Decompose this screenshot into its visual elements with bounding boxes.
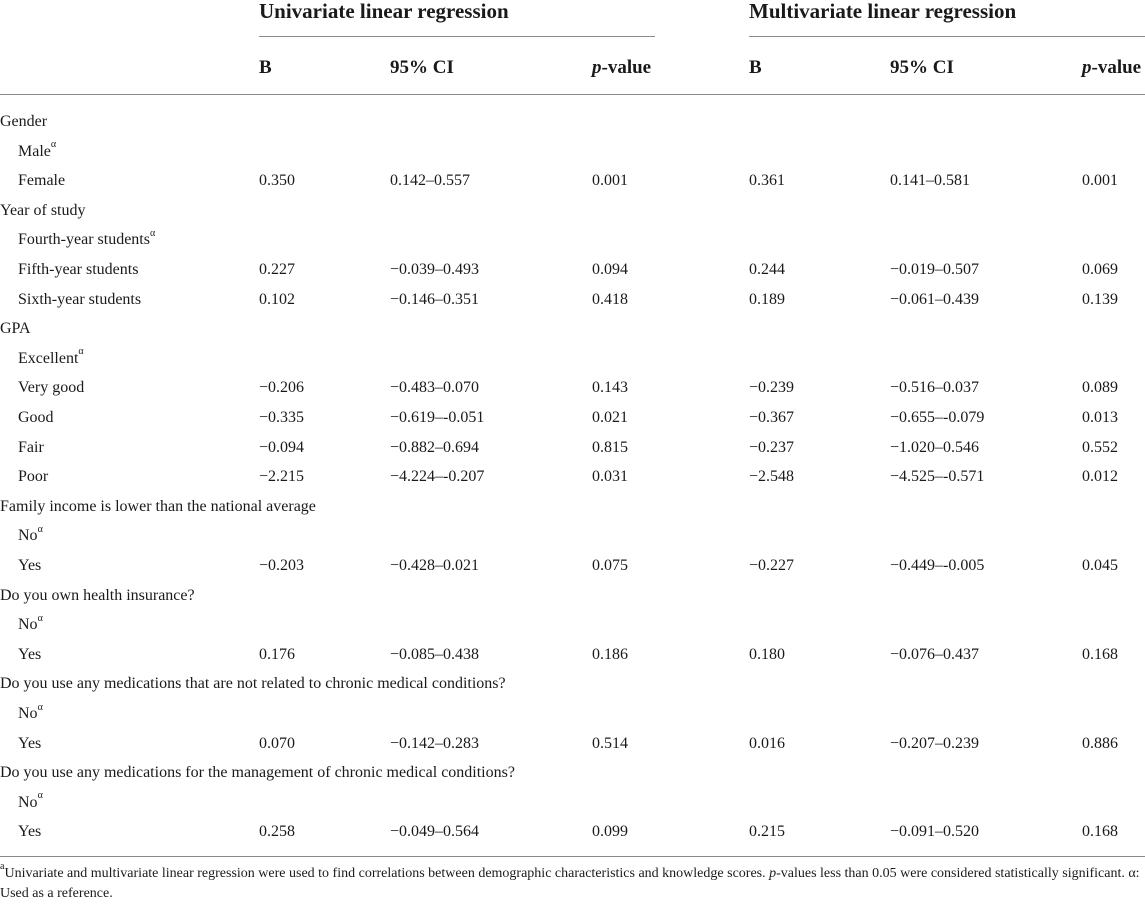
row-label-text: Fair — [18, 438, 44, 456]
col-header-p-multivariate — [1082, 57, 1141, 79]
row-label-text: Family income is lower than the national average — [0, 497, 316, 515]
col-header-ci-univariate: 95% CI — [390, 57, 454, 78]
row-category-label — [0, 112, 47, 132]
reference-marker: α — [37, 790, 43, 802]
table-row — [0, 734, 1145, 764]
cell-p-univariate: 0.094 — [592, 261, 628, 278]
row-label-text: Yes — [18, 557, 42, 574]
col-header-p-rest: -value — [1091, 57, 1142, 78]
cell-p-univariate: 0.418 — [592, 290, 628, 308]
table-row — [0, 319, 1145, 349]
reference-marker: α — [78, 346, 84, 358]
cell-ci-univariate: −0.483–0.070 — [390, 379, 480, 397]
footer-rule — [0, 856, 1145, 857]
cell-b-univariate: −0.335 — [259, 409, 305, 426]
cell-ci-univariate: −0.619–-0.051 — [390, 409, 485, 426]
cell-b-multivariate: −2.548 — [749, 468, 795, 486]
cell-b-univariate: 0.350 — [259, 172, 295, 190]
cell-b-multivariate: −0.367 — [749, 409, 795, 426]
row-sublabel — [18, 467, 48, 487]
row-label-text: Gender — [0, 113, 48, 130]
footnote-text-part1: Univariate and multivariate linear regression were used to find correlations between demographic characteristics and knowledge scores. — [4, 866, 770, 881]
cell-p-multivariate: 0.886 — [1082, 734, 1118, 752]
row-category-label — [0, 586, 195, 606]
cell-p-multivariate: 0.012 — [1082, 468, 1118, 486]
row-label-text: Very good — [18, 379, 85, 397]
table-row — [0, 526, 1145, 556]
cell-p-univariate: 0.031 — [592, 468, 628, 486]
col-header-ci-multivariate: 95% CI — [890, 57, 954, 78]
table-row — [0, 556, 1145, 586]
cell-p-univariate: 0.021 — [592, 409, 628, 426]
row-sublabel — [18, 139, 57, 162]
col-header-p-rest: -value — [601, 57, 652, 78]
cell-ci-multivariate: −4.525–-0.571 — [890, 468, 985, 486]
cell-b-multivariate: 0.180 — [749, 645, 785, 663]
row-label-text: Female — [18, 172, 66, 190]
table-row — [0, 230, 1145, 260]
cell-ci-multivariate: −0.516–0.037 — [890, 379, 980, 397]
cell-p-multivariate: 0.139 — [1082, 290, 1118, 308]
cell-b-univariate: 0.176 — [259, 645, 295, 663]
row-label-text: Do you own health insurance? — [0, 586, 195, 604]
cell-ci-univariate: −0.049–0.564 — [390, 823, 480, 841]
table-row — [0, 497, 1145, 527]
cell-p-univariate: 0.514 — [592, 734, 628, 752]
cell-ci-multivariate: −0.091–0.520 — [890, 823, 980, 841]
table-row — [0, 112, 1145, 142]
table-row — [0, 674, 1145, 704]
table-footnote — [0, 861, 1145, 904]
table-row — [0, 586, 1145, 616]
cell-ci-univariate: −0.146–0.351 — [390, 290, 480, 308]
cell-p-multivariate: 0.013 — [1082, 409, 1118, 426]
cell-ci-multivariate: −1.020–0.546 — [890, 438, 980, 456]
cell-ci-multivariate: −0.655–-0.079 — [890, 409, 985, 426]
cell-p-multivariate: 0.045 — [1082, 557, 1118, 574]
cell-b-multivariate: −0.239 — [749, 379, 795, 397]
row-label-text: Yes — [18, 645, 42, 663]
cell-p-multivariate: 0.168 — [1082, 645, 1118, 663]
cell-b-univariate: −0.206 — [259, 379, 305, 397]
cell-p-multivariate: 0.552 — [1082, 438, 1118, 456]
cell-ci-univariate: −0.142–0.283 — [390, 734, 480, 752]
row-sublabel — [18, 260, 138, 280]
cell-ci-multivariate: −0.076–0.437 — [890, 645, 980, 663]
row-sublabel — [18, 790, 43, 813]
row-sublabel — [18, 556, 41, 576]
table-row — [0, 408, 1145, 438]
cell-ci-univariate: −0.039–0.493 — [390, 261, 480, 278]
cell-p-univariate: 0.001 — [592, 172, 628, 190]
row-sublabel — [18, 526, 43, 546]
row-sublabel — [18, 171, 65, 191]
row-category-label — [0, 763, 515, 783]
cell-b-multivariate: 0.361 — [749, 172, 785, 190]
reference-marker: α — [37, 612, 43, 624]
cell-p-multivariate: 0.001 — [1082, 172, 1118, 190]
cell-p-univariate: 0.815 — [592, 438, 628, 456]
cell-ci-univariate: −0.085–0.438 — [390, 645, 480, 663]
cell-b-multivariate: 0.189 — [749, 290, 785, 308]
cell-b-univariate: −2.215 — [259, 468, 305, 486]
table-row — [0, 139, 1145, 172]
cell-b-multivariate: 0.016 — [749, 734, 785, 752]
cell-p-univariate: 0.099 — [592, 823, 628, 841]
footnote-text-part2: -values less than 0.05 were considered statistically significant. α: Used as a reference. — [0, 866, 1140, 901]
group-header-univariate: Univariate linear regression — [259, 0, 509, 23]
table-row — [0, 171, 1145, 201]
row-label-text: GPA — [0, 320, 31, 338]
cell-ci-multivariate: −0.207–0.239 — [890, 734, 980, 752]
col-header-p-univariate — [592, 57, 651, 79]
col-header-b-univariate: B — [259, 57, 272, 78]
table-row — [0, 790, 1145, 823]
row-category-label — [0, 319, 31, 339]
row-sublabel — [18, 701, 43, 724]
cell-p-multivariate: 0.089 — [1082, 379, 1118, 397]
table-row — [0, 378, 1145, 408]
col-header-b-multivariate: B — [749, 57, 762, 78]
reference-marker: α — [50, 139, 57, 151]
cell-p-multivariate: 0.069 — [1082, 261, 1118, 278]
group-underline-multivariate — [749, 36, 1145, 37]
cell-b-multivariate: 0.244 — [749, 261, 785, 278]
row-sublabel — [18, 378, 84, 398]
row-sublabel — [18, 612, 43, 635]
row-category-label — [0, 674, 506, 694]
group-header-multivariate: Multivariate linear regression — [749, 0, 1017, 23]
cell-p-univariate: 0.186 — [592, 645, 628, 663]
footnote-p-italic: p — [769, 866, 777, 881]
cell-ci-multivariate: −0.061–0.439 — [890, 290, 980, 308]
row-sublabel — [18, 734, 41, 754]
cell-p-multivariate: 0.168 — [1082, 823, 1118, 841]
cell-p-univariate: 0.075 — [592, 557, 628, 574]
row-label-text: No — [18, 616, 38, 634]
cell-b-univariate: 0.102 — [259, 290, 295, 308]
row-label-text: Year of study — [0, 201, 86, 219]
row-sublabel — [18, 645, 41, 665]
row-category-label — [0, 201, 85, 221]
row-label-text: Excellent — [18, 349, 79, 367]
row-label-text: Fourth-year students — [18, 231, 150, 249]
cell-p-univariate: 0.143 — [592, 379, 628, 397]
cell-b-univariate: 0.258 — [259, 823, 295, 841]
row-label-text: Yes — [18, 734, 42, 752]
row-label-text: Do you use any medications that are not related to chronic medical conditions? — [0, 675, 506, 693]
cell-b-univariate: 0.227 — [259, 261, 295, 278]
table-row — [0, 201, 1145, 231]
cell-ci-univariate: −4.224–-0.207 — [390, 468, 485, 486]
table-row — [0, 763, 1145, 793]
table-row — [0, 260, 1145, 290]
row-label-text: No — [18, 705, 38, 722]
row-label-text: Do you use any medications for the management of chronic medical conditions? — [0, 764, 515, 782]
row-label-text: Male — [18, 142, 51, 160]
table-row — [0, 290, 1145, 320]
row-label-text: Sixth-year students — [18, 290, 142, 308]
row-sublabel — [18, 346, 84, 369]
cell-b-multivariate: 0.215 — [749, 823, 785, 841]
row-sublabel — [18, 408, 54, 428]
table-row — [0, 346, 1145, 379]
cell-ci-multivariate: −0.449–-0.005 — [890, 557, 985, 574]
col-header-p-italic: p — [592, 57, 602, 78]
cell-ci-univariate: −0.428–0.021 — [390, 557, 480, 574]
table-row — [0, 467, 1145, 497]
row-sublabel — [18, 290, 141, 310]
cell-b-univariate: 0.070 — [259, 734, 295, 752]
row-label-text: Fifth-year students — [18, 261, 139, 278]
header-rule — [0, 94, 1145, 95]
reference-marker: α — [37, 524, 43, 536]
cell-b-multivariate: −0.227 — [749, 557, 795, 574]
cell-ci-multivariate: 0.141–0.581 — [890, 172, 970, 190]
row-label-text: No — [18, 793, 38, 811]
row-category-label — [0, 497, 316, 517]
cell-b-multivariate: −0.237 — [749, 438, 795, 456]
table-row — [0, 701, 1145, 734]
row-label-text: Poor — [18, 468, 49, 486]
table-row — [0, 438, 1145, 468]
col-header-p-italic: p — [1082, 57, 1092, 78]
reference-marker: α — [149, 228, 156, 240]
cell-ci-univariate: 0.142–0.557 — [390, 172, 470, 190]
group-underline-univariate — [259, 36, 655, 37]
cell-ci-multivariate: −0.019–0.507 — [890, 261, 980, 278]
row-sublabel — [18, 230, 155, 250]
reference-marker: α — [37, 701, 43, 713]
table-row — [0, 645, 1145, 675]
cell-b-univariate: −0.094 — [259, 438, 305, 456]
cell-b-univariate: −0.203 — [259, 557, 305, 574]
row-label-text: No — [18, 527, 38, 545]
row-label-text: Good — [18, 409, 54, 426]
cell-ci-univariate: −0.882–0.694 — [390, 438, 480, 456]
table-row — [0, 822, 1145, 852]
footnote-marker: a — [0, 861, 5, 873]
table-row — [0, 612, 1145, 645]
row-label-text: Yes — [18, 823, 42, 841]
row-sublabel — [18, 822, 41, 842]
row-sublabel — [18, 438, 44, 458]
